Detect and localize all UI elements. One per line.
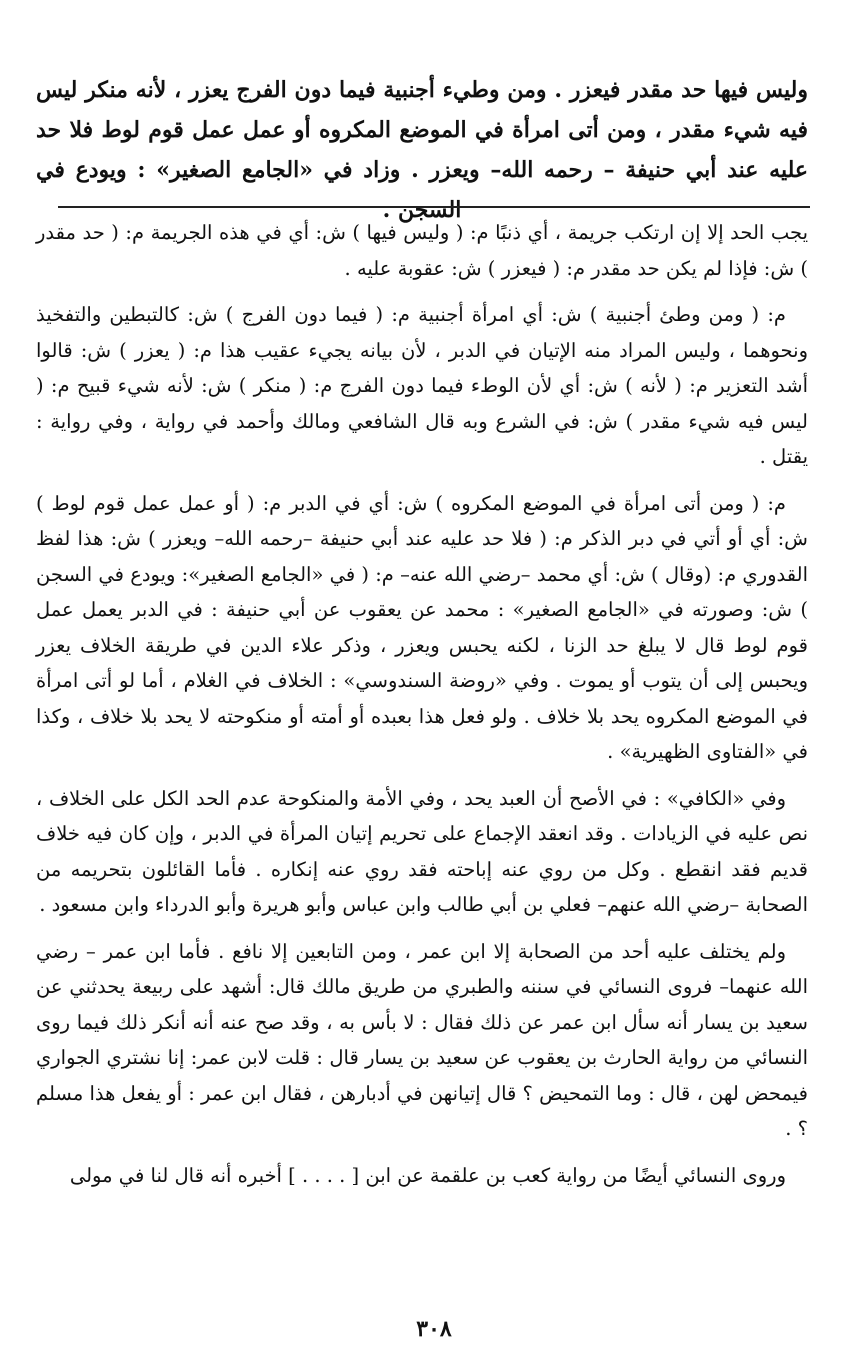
commentary-paragraph: ولم يختلف عليه أحد من الصحابة إلا ابن عمر ، ومن التابعين إلا نافع . فأما ابن عمر – رضي الله عنهما– فروى النسائي في سننه والطبري من طريق مالك قال: أشهد على ربيعة يحدثني عن سعيد بن يسار أنه سأل ابن عمر عن ذلك فقال : لا بأس به ، وقد صح عنه أنه أنكر ذلك فيما روى النسائي من رواية الحارث بن يعقوب عن سعيد بن يسار قال : قلت لابن عمر: إنا نشتري الجواري فيمحض لهن ، قال : وما التمحيض ؟ قال إتيانهن في أدبارهن ، فقال ابن عمر : أو يفعل هذا مسلم ؟ . bbox=[35, 939, 808, 1140]
commentary-paragraph: يجب الحد إلا إن ارتكب جريمة ، أي ذنبًا م: ( وليس فيها ) ش: أي في هذه الجريمة م: ( حد مقدر ) ش: فإذا لم يكن حد مقدر م: ( فيعزر ) ش: عقوبة عليه . bbox=[36, 221, 808, 280]
section-divider bbox=[58, 206, 810, 208]
commentary-paragraph: م: ( ومن أتى امرأة في الموضع المكروه ) ش: أي في الدبر م: ( أو عمل عمل قوم لوط ) ش: أي أو أتي في دبر الذكر م: ( فلا حد عليه عند أبي حنيفة –رحمه الله– ويعزر ) ش: هذا لفظ القدوري م: (وقال ) ش: أي محمد –رضي الله عنه– م: ( في «الجامع الصغير»: ويودع في السجن ) ش: وصورته في «الجامع الصغير» : محمد عن يعقوب عن أبي حنيفة : في الدبر يعمل عمل قوم لوط قال لا يبلغ حد الزنا ، لكنه يحبس ويعزر ، وذكر علاء الدين في طريقة الخلاف يعزر ويحبس إلى أن يتوب أو يموت . وفي «روضة السندوسي» : الخلاف في الغلام ، أما لو أتى امرأة في الموضع المكروه يحد بلا خلاف . ولو فعل هذا بعبده أو أمته أو منكوحته لا يحد بلا خلاف ، وكذا في «الفتاوى الظهيرية» . bbox=[36, 491, 808, 763]
main-text: وليس فيها حد مقدر فيعزر . ومن وطيء أجنبية فيما دون الفرج يعزر ، لأنه منكر ليس فيه شيء مقدر ، ومن أتى امرأة في الموضع المكروه أو عمل عمل قوم لوط فلا حد عليه عند أبي حنيفة – رحمه الله– ويعزر . وزاد في «الجامع الصغير» : ويودع في السجن . bbox=[36, 77, 808, 223]
page-number: ٣٠٨ bbox=[416, 1316, 452, 1342]
commentary-paragraph: وروى النسائي أيضًا من رواية كعب بن علقمة عن ابن [ . . . . ] أخبره أنه قال لنا في مولى bbox=[69, 1163, 786, 1187]
commentary bbox=[36, 215, 808, 1204]
commentary-paragraph: م: ( ومن وطئ أجنبية ) ش: أي امرأة أجنبية م: ( فيما دون الفرج ) ش: كالتبطين والتفخيذ ونحوهما ، وليس المراد منه الإتيان في الدبر ، لأن بيانه يجيء عقيب هذا م: ( يعزر ) ش: قالوا أشد التعزير م: ( لأنه ) ش: أي لأن الوطء فيما دون الفرج م: ( منكر ) ش: لأنه شيء قبيح م: ( ليس فيه شيء مقدر ) ش: في الشرع وبه قال الشافعي ومالك وأحمد في رواية ، وفي رواية : يقتل . bbox=[36, 303, 808, 468]
commentary-paragraph: وفي «الكافي» : في الأصح أن العبد يحد ، وفي الأمة والمنكوحة عدم الحد الكل على الخلاف ، نص عليه في الزيادات . وقد انعقد الإجماع على تحريم إتيان المرأة في الدبر ، وإن كان فيه خلاف قديم فقد انقطع . وكل من روي عنه إباحته فقد روي عنه إنكاره . فأما القائلون بتحريمه من الصحابة –رضي الله عنهم– فعلي بن أبي طالب وابن عباس وأبو هريرة وأبو الدرداء وابن مسعود . bbox=[36, 786, 808, 916]
